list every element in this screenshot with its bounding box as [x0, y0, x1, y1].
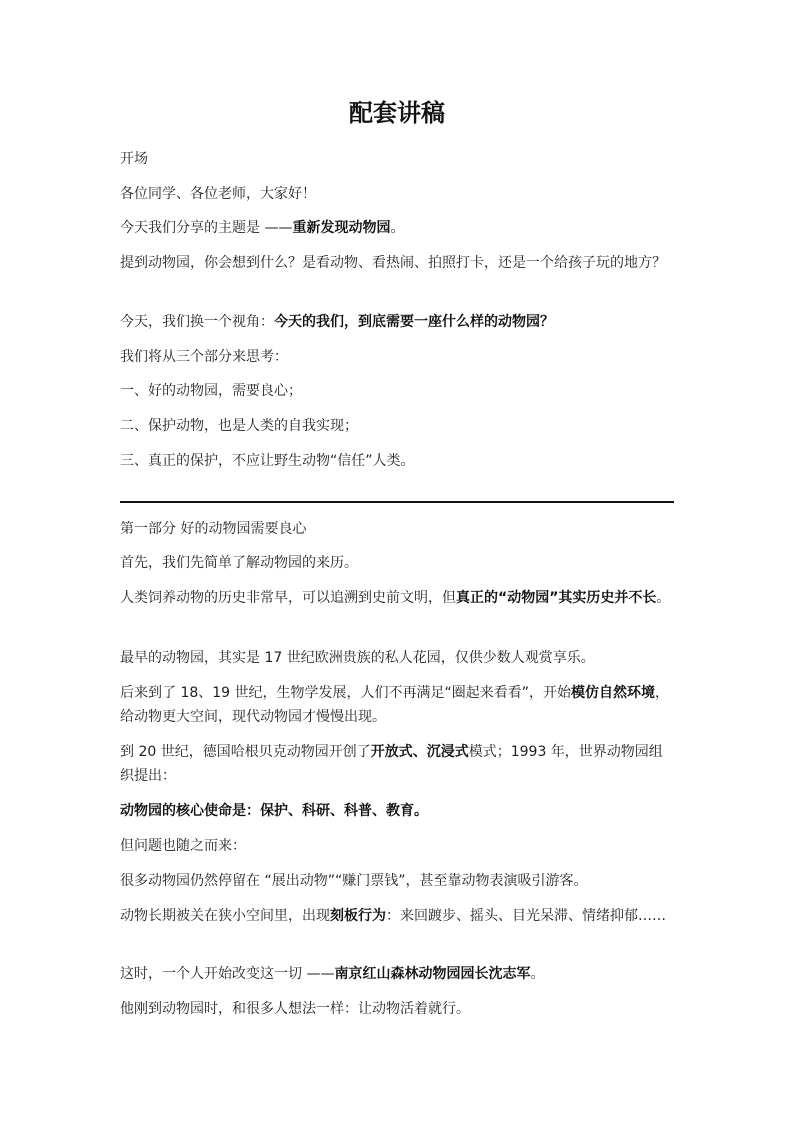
stereotypic-text-end: ：来回踱步、摇头、目光呆滞、情绪抑郁……: [386, 908, 666, 924]
section-divider: [120, 501, 674, 503]
modern-zoo-text: 后来到了 18、19 世纪，生物学发展，人们不再满足“圈起来看看”，开始: [120, 685, 572, 701]
twentieth-century-text: 到 20 世纪，德国哈根贝克动物园开创了: [120, 744, 371, 760]
change-text-end: 。: [530, 966, 545, 982]
twentieth-century-text-end: 模式；1993 年，世界动物园组织提出：: [120, 744, 663, 784]
section1-heading: 第一部分 好的动物园需要良心: [120, 521, 307, 537]
history-paragraph: [120, 586, 676, 610]
stereotypic-text: 动物长期被关在狭小空间里，出现: [120, 908, 330, 924]
twentieth-century-emphasis: 开放式、沉浸式: [370, 744, 469, 760]
history-emphasis: 真正的“动物园”其实历史并不长: [456, 590, 657, 606]
document-title: 配套讲稿: [349, 99, 445, 127]
problem-intro-paragraph: 但问题也随之而来：: [120, 838, 246, 854]
greeting-paragraph: 各位同学、各位老师，大家好！: [120, 186, 316, 202]
change-emphasis: 南京红山森林动物园园长沈志军: [334, 966, 531, 982]
perspective-emphasis: 今天的我们，到底需要一座什么样的动物园？: [274, 314, 554, 330]
problem-paragraph: 很多动物园仍然停留在 “展出动物”“赚门票钱”，甚至靠动物表演吸引游客。: [120, 873, 588, 889]
change-paragraph: [120, 962, 676, 986]
twentieth-century-paragraph: [120, 740, 676, 788]
parts-intro-paragraph: 我们将从三个部分来思考：: [120, 349, 288, 365]
history-text-end: 。: [656, 590, 671, 606]
perspective-text: 今天，我们换一个视角：: [120, 314, 274, 330]
intro-heading: 开场: [120, 151, 148, 167]
director-paragraph: 他刚到动物园时，和很多人想法一样：让动物活着就行。: [120, 1001, 470, 1017]
stereotypic-behavior-paragraph: [120, 904, 676, 928]
topic-emphasis: 重新发现动物园: [292, 220, 391, 236]
history-text: 人类饲养动物的历史非常早，可以追溯到史前文明，但: [120, 590, 456, 606]
topic-text: 今天我们分享的主题是 ——: [120, 220, 293, 236]
modern-zoo-paragraph: [120, 681, 676, 729]
part-one-item: 一、好的动物园，需要良心；: [120, 383, 302, 399]
question-paragraph: 提到动物园，你会想到什么？是看动物、看热闹、拍照打卡，还是一个给孩子玩的地方？: [120, 255, 666, 271]
part-two-item: 二、保护动物，也是人类的自我实现；: [120, 418, 358, 434]
part-three-item: 三、真正的保护，不应让野生动物“信任”人类。: [120, 453, 415, 469]
stereotypic-emphasis: 刻板行为: [330, 908, 386, 924]
modern-zoo-text-end: ，给动物更大空间，现代动物园才慢慢出现。: [120, 685, 670, 725]
perspective-paragraph: [120, 310, 676, 334]
topic-paragraph: [120, 216, 676, 240]
core-mission-paragraph: [120, 799, 676, 823]
core-mission-emphasis: 动物园的核心使命是：保护、科研、科普、教育。: [120, 803, 428, 819]
history-intro-paragraph: 首先，我们先简单了解动物园的来历。: [120, 555, 358, 571]
earliest-zoo-paragraph: 最早的动物园，其实是 17 世纪欧洲贵族的私人花园，仅供少数人观赏享乐。: [120, 650, 595, 666]
topic-text-end: 。: [390, 220, 405, 236]
modern-zoo-emphasis: 模仿自然环境: [571, 685, 656, 701]
change-text: 这时，一个人开始改变这一切 ——: [120, 966, 335, 982]
